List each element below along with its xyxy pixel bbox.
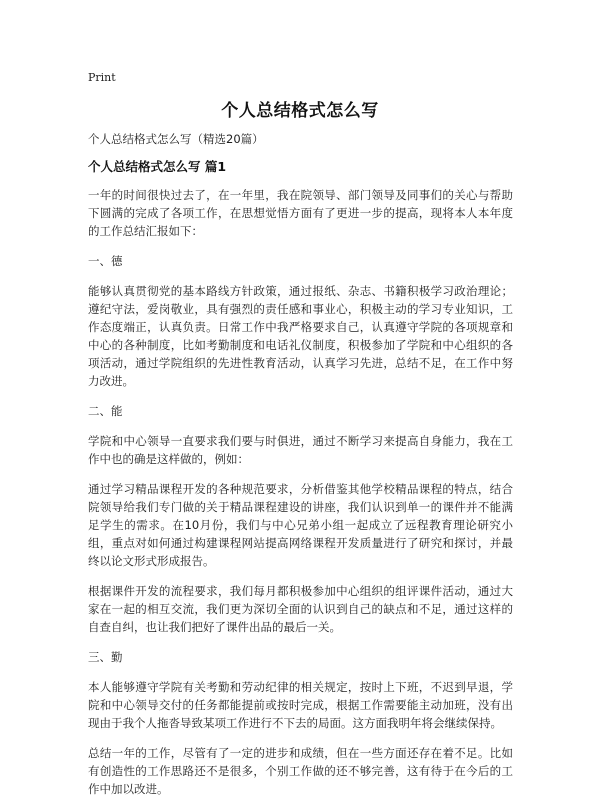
paragraph-intro: 一年的时间很快过去了，在一年里，我在院领导、部门领导及同事们的关心与帮助下圆满的完成了各项工作，在思想觉悟方面有了更进一步的提高，现将本人本年度的工作总结汇报如下： (88, 188, 513, 238)
section-title: 个人总结格式怎么写 篇1 (88, 159, 227, 174)
paragraph-ability-intro: 学院和中心领导一直要求我们要与时俱进，通过不断学习来提高自身能力，我在工作中也的确是这样做的，例如： (88, 434, 513, 466)
document-subtitle: 个人总结格式怎么写（精选20篇） (88, 132, 264, 146)
print-link[interactable]: Print (88, 71, 116, 84)
paragraph-summary: 总结一年的工作，尽管有了一定的进步和成绩，但在一些方面还存在着不足。比如有创造性的工作思路还不是很多，个别工作做的还不够完善，这有待于在今后的工作中加以改进。 (88, 746, 513, 796)
heading-virtue: 一、德 (88, 254, 123, 268)
paragraph-ability-course: 通过学习精品课程开发的各种规范要求，分析借鉴其他学校精品课程的特点，结合院领导给我们专门做的关于精品课程建设的讲座，我们认识到单一的课件并不能满足学生的需求。在10月份，我们与中心兄弟小组一起成立了远程教育理论研究小组，重点对如何通过构建课程网站提高网络课程开发质量进行了研究和探讨，并最终以论文形式形成报告。 (88, 482, 513, 568)
paragraph-ability-review: 根据课件开发的流程要求，我们每月都积极参加中心组织的组评课件活动，通过大家在一起的相互交流，我们更为深切全面的认识到自己的缺点和不足，通过这样的自查自纠，也让我们把好了课件出品的最后一关。 (88, 584, 513, 634)
heading-diligence: 三、勤 (88, 650, 123, 664)
paragraph-diligence: 本人能够遵守学院有关考勤和劳动纪律的相关规定，按时上下班，不迟到早退，学院和中心领导交付的任务都能提前或按时完成，根据工作需要能主动加班，没有出现由于我个人拖沓导致某项工作进行不下去的局面。这方面我明年将会继续保持。 (88, 680, 513, 730)
page-title: 个人总结格式怎么写 (221, 101, 379, 121)
paragraph-virtue: 能够认真贯彻党的基本路线方针政策，通过报纸、杂志、书籍积极学习政治理论；遵纪守法，爱岗敬业，具有强烈的责任感和事业心，积极主动的学习专业知识，工作态度端正，认真负责。日常工作中我严格要求自己，认真遵守学院的各项规章和中心的各种制度，比如考勤制度和电话礼仪制度，积极参加了学院和中心组织的各项活动，通过学院组织的先进性教育活动，认真学习先进，总结不足，在工作中努力改进。 (88, 284, 513, 388)
document-body (88, 130, 513, 810)
heading-ability: 二、能 (88, 404, 123, 418)
